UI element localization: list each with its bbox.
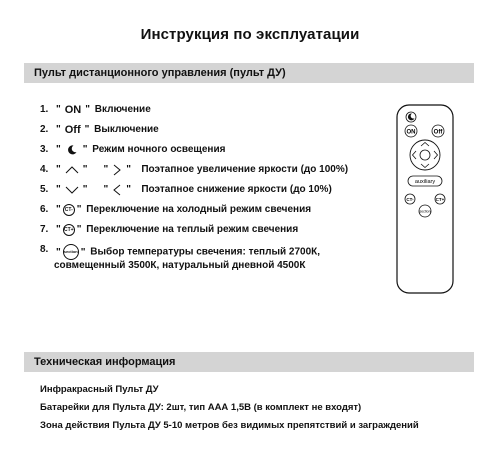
item-number: 8.: [40, 244, 49, 255]
ct-minus-label: CT-: [406, 197, 414, 202]
item-text: Переключение на холодный режим свечения: [86, 204, 312, 215]
section-label: section: [419, 209, 431, 214]
remote-section-header: Пульт дистанционного управления (пульт ДУ): [24, 63, 474, 83]
list-item-off: 2. " Off " Выключение: [40, 124, 159, 136]
list-item-cold: 6. " CT- " Переключение на холодный режим свечения: [40, 204, 312, 215]
item-number: 5.: [40, 184, 49, 195]
item-number: 4.: [40, 164, 49, 175]
instruction-list: [40, 104, 380, 276]
ct-minus-icon: CT-: [63, 204, 75, 216]
item-text: Включение: [94, 104, 151, 115]
list-item-brightness-up: 4. " " " " Поэтапное увеличение яркости (до 100%): [40, 164, 349, 175]
section-icon: section: [63, 244, 79, 260]
remote-control-illustration: [395, 104, 455, 294]
item-number: 1.: [40, 104, 49, 115]
off-key-label: Off: [64, 124, 81, 136]
item-number: 3.: [40, 144, 49, 155]
on-button-label: ON: [406, 129, 416, 136]
moon-button: [406, 112, 416, 122]
ct-plus-label: CT+: [435, 197, 445, 202]
tech-line: Батарейки для Пульта ДУ: 2шт, тип ААА 1,5В (в комплект не входят): [40, 402, 362, 413]
tech-line: Зона действия Пульта ДУ 5-10 метров без видимых препятствий и заграждений: [40, 420, 419, 431]
item-text: Поэтапное снижение яркости (до 10%): [141, 184, 332, 195]
item-text: Переключение на теплый режим свечения: [86, 224, 299, 235]
item-text: Выключение: [94, 124, 159, 135]
tech-line: Инфракрасный Пульт ДУ: [40, 384, 159, 395]
item-number: 7.: [40, 224, 49, 235]
chevron-left-icon: [112, 184, 122, 196]
page-title: Инструкция по эксплуатации: [140, 26, 360, 43]
on-key-label: ON: [64, 104, 82, 116]
list-item-brightness-down: 5. " " " " Поэтапное снижение яркости (до 10%): [40, 184, 332, 195]
off-button-label: Off: [433, 129, 443, 136]
ct-plus-icon: CT+: [63, 224, 75, 236]
chevron-up-icon: [65, 165, 79, 175]
chevron-down-icon: [65, 185, 79, 195]
tech-section-header: Техническая информация: [24, 352, 474, 372]
chevron-right-icon: [112, 164, 122, 176]
tech-info: [40, 381, 419, 435]
item-number: 2.: [40, 124, 49, 135]
list-item-warm: 7. " CT+ " Переключение на теплый режим свечения: [40, 224, 299, 235]
moon-icon: [66, 144, 78, 156]
list-item-night: 3. " " Режим ночного освещения: [40, 144, 226, 155]
list-item-on: 1. " ON " Включение: [40, 104, 151, 116]
item-number: 6.: [40, 204, 49, 215]
auxiliary-label: auxiliary: [414, 179, 436, 186]
item-text: Выбор температуры свечения: теплый 2700К, совмещенный 3500К, натуральный дневной 4500К: [54, 246, 321, 271]
item-text: Режим ночного освещения: [92, 144, 226, 155]
list-item-temperature: 8. " section " Выбор температуры свечения: теплый 2700К, совмещенный 3500К, натуральный дневной 4500К: [40, 244, 321, 271]
item-text: Поэтапное увеличение яркости (до 100%): [141, 164, 349, 175]
direction-pad: [410, 140, 440, 170]
